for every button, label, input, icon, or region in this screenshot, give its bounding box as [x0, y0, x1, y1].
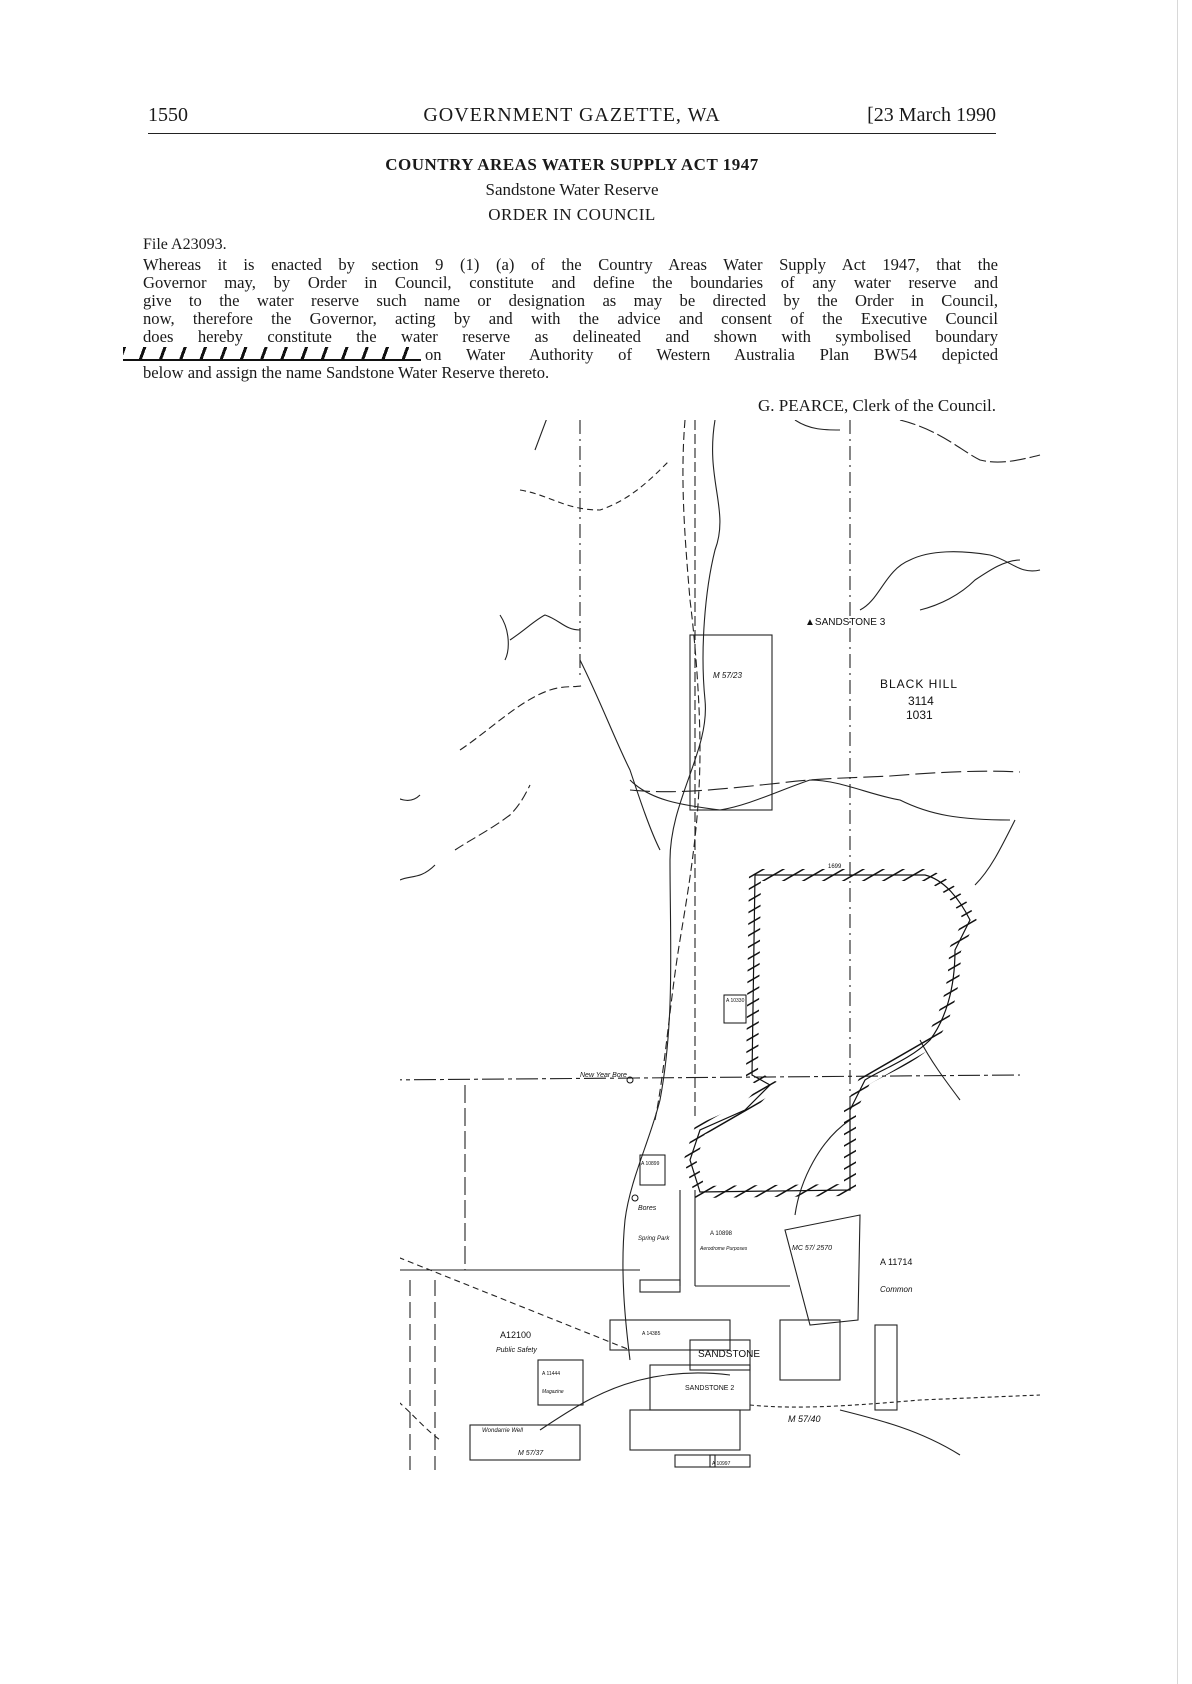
creek	[500, 615, 508, 660]
creek	[535, 420, 550, 450]
creek	[460, 685, 585, 750]
map-label: A 10898	[710, 1231, 733, 1237]
water-reserve-boundary	[690, 875, 970, 1192]
map-label: SANDSTONE 2	[685, 1385, 735, 1392]
map-label: Spring Park	[638, 1236, 670, 1242]
town-lot	[675, 1455, 715, 1467]
mining-claim-block	[785, 1215, 860, 1325]
road	[623, 420, 720, 1360]
page-header	[148, 104, 996, 130]
creek	[400, 1395, 440, 1440]
creek	[400, 790, 420, 800]
body-line: Governor may, by Order in Council, constitute and define the boundaries of any water reserve and	[143, 273, 998, 292]
map-label: Aerodrome Purposes	[700, 1246, 748, 1252]
map-label: Public Safety	[496, 1347, 537, 1354]
creek	[975, 820, 1015, 885]
creek	[900, 420, 1040, 462]
body-line-with-symbol	[143, 346, 998, 364]
creek	[510, 615, 580, 640]
map-label: A 14385	[642, 1331, 661, 1337]
act-title: COUNTRY AREAS WATER SUPPLY ACT 1947	[385, 155, 759, 174]
road	[840, 1410, 960, 1455]
town-lot	[780, 1320, 840, 1380]
map-label: 1699	[828, 864, 842, 870]
creek	[455, 785, 530, 850]
reserve-box	[640, 1155, 665, 1185]
map-label: ▲SANDSTONE 3	[805, 617, 886, 628]
map-label: New Year Bore	[580, 1072, 627, 1079]
creek	[520, 460, 670, 510]
creek	[920, 560, 1020, 610]
header-rule	[148, 133, 996, 134]
body-line: give to the water reserve such name or designation as may be directed by the Order in Council,	[143, 291, 998, 310]
boundary-symbol-icon	[123, 347, 421, 361]
map-label: Common	[880, 1285, 913, 1294]
map-label: BLACK HILL	[880, 677, 959, 691]
scan-edge	[1177, 0, 1178, 1684]
map-label: A 10997	[712, 1461, 731, 1467]
lease-block	[690, 635, 772, 810]
airstrip	[640, 1280, 680, 1292]
body-line: Whereas it is enacted by section 9 (1) (a) of the Country Areas Water Supply Act 1947, that the	[143, 255, 998, 274]
creek	[540, 1373, 730, 1430]
clerk-signature: G. PEARCE, Clerk of the Council.	[758, 396, 996, 415]
file-reference: File A23093.	[143, 236, 227, 253]
creek	[580, 660, 660, 850]
map-label: Magazine	[542, 1389, 564, 1395]
creek	[400, 865, 435, 880]
map-label: A 11714	[880, 1257, 913, 1267]
map-label: SANDSTONE	[698, 1349, 761, 1360]
gazette-date: [23 March 1990	[867, 104, 996, 126]
road	[750, 1395, 1040, 1407]
creek	[795, 420, 840, 430]
page-number: 1550	[148, 104, 188, 126]
gazette-title: GOVERNMENT GAZETTE, WA	[423, 104, 721, 126]
map-label: A 10330	[726, 998, 745, 1004]
map-label: A 11444	[542, 1371, 560, 1377]
order-heading: ORDER IN COUNCIL	[488, 205, 656, 224]
track	[655, 420, 700, 1120]
reserve-name: Sandstone Water Reserve	[485, 180, 659, 199]
creek	[630, 780, 1010, 820]
magazine-reserve	[538, 1360, 583, 1405]
bore-icon	[632, 1195, 638, 1201]
body-line-text: on Water Authority of Western Australia Plan BW54 depicted	[425, 345, 998, 364]
map-label: 1031	[906, 708, 933, 722]
map-label: A12100	[500, 1330, 532, 1340]
map-label: Bores	[638, 1205, 657, 1212]
body-line: does hereby constitute the water reserve as delineated and shown with symbolised boundary	[143, 327, 998, 346]
map-label: M 57/40	[788, 1414, 821, 1424]
map-label: 3114	[908, 694, 934, 708]
creek	[795, 1120, 850, 1215]
map-label: M 57/37	[518, 1450, 544, 1457]
boundary-line	[400, 1075, 1020, 1080]
body-line: below and assign the name Sandstone Water Reserve thereto.	[143, 363, 550, 382]
map-label: Wondarrie Well	[482, 1428, 523, 1434]
body-line: now, therefore the Governor, acting by and with the advice and consent of the Executive Council	[143, 309, 998, 328]
map-label: M 57/23	[713, 671, 742, 680]
town-lot	[630, 1410, 740, 1450]
map-label: A 10899	[641, 1161, 660, 1167]
plan-map	[400, 420, 1110, 1600]
reserve-strip	[875, 1325, 897, 1410]
notice-body	[143, 256, 998, 382]
map-label: MC 57/ 2570	[792, 1245, 833, 1252]
